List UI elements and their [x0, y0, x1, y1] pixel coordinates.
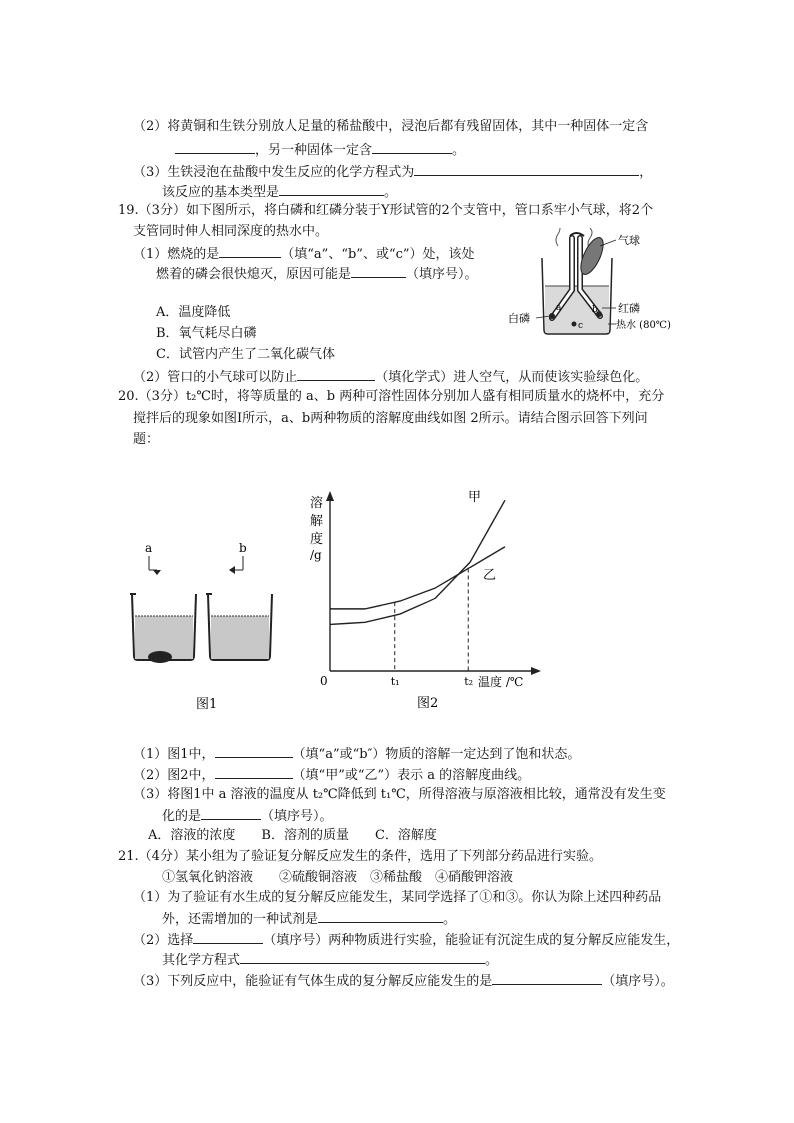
- answer-blank[interactable]: [240, 950, 485, 964]
- q18-part3-text-b: 该反应的基本类型是: [162, 185, 280, 200]
- punct: 。: [384, 185, 398, 200]
- answer-blank[interactable]: [219, 244, 281, 258]
- hot-water-label: 热水 (80℃): [616, 320, 671, 331]
- steam-icon: [556, 228, 560, 246]
- q21-part2-text-c: 其化学方程式: [162, 953, 241, 968]
- y-tube-apparatus-figure: [508, 228, 688, 340]
- curve-jia-label: 甲: [468, 490, 482, 505]
- q20-part2-text-b: （填“甲”或“乙”）表示 a 的溶解度曲线。: [292, 768, 531, 783]
- undissolved-solid: [148, 651, 172, 663]
- figure-2-solubility-chart: [300, 485, 570, 720]
- y-label-2: 解: [310, 514, 324, 529]
- q20-part3-line1: （3）将图1中 a 溶液的温度从 t₂℃降低到 t₁℃，所得溶液与原溶液相比较，通常没有发生变: [133, 787, 666, 802]
- t1-tick-label: t₁: [390, 675, 400, 688]
- q19-part1-text-b: （填“a”、“b”、或“c”）处，该处: [281, 247, 475, 262]
- t2-tick-label: t₂: [464, 675, 474, 688]
- balloon-label: 气球: [618, 234, 640, 247]
- q21-part3: [133, 971, 674, 991]
- curve-yi: [330, 547, 505, 609]
- label-b: b: [592, 305, 598, 315]
- q21-part2-line2: [162, 950, 498, 970]
- figure-1-caption: 图1: [196, 697, 218, 712]
- q19-part1-text: （1）燃烧的是: [133, 247, 220, 262]
- answer-blank[interactable]: [215, 744, 293, 758]
- answer-blank[interactable]: [215, 765, 293, 779]
- answer-blank[interactable]: [175, 140, 255, 154]
- beaker-a-label: a: [145, 541, 153, 555]
- label-c: c: [578, 321, 584, 331]
- q20-stem-2: 搅拌后的现象如图Ⅰ所示，a、b两种物质的溶解度曲线如图 2所示。请结合图示回答下列问: [133, 411, 648, 426]
- q18-part3-line1: [133, 162, 652, 182]
- q21-reagents: ①氢氧化钠溶液 ②硫酸铜溶液 ③稀盐酸 ④硝酸钾溶液: [162, 870, 514, 885]
- q19-stem-2: 支管同时伸人相同深度的热水中。: [133, 224, 329, 239]
- punct: 。: [452, 143, 466, 158]
- label-a: a: [556, 303, 562, 313]
- figure-1-beakers: [118, 540, 293, 720]
- white-phosphorus-label: 白磷: [508, 312, 530, 325]
- q21-part2-text-b: （填序号）两种物质进行实验，能验证有沉淀生成的复分解反应能发生，: [263, 933, 680, 948]
- beaker-b-label: b: [239, 541, 247, 555]
- q19-part2-text: （2）管口的小气球可以防止: [133, 370, 298, 385]
- figure-2-caption: 图2: [417, 696, 439, 711]
- answer-blank[interactable]: [318, 909, 443, 923]
- punct: 。: [485, 953, 499, 968]
- y-label-4: /g: [310, 548, 322, 562]
- q20-stem-1: 20.（3分）t₂℃时，将等质量的 a、b 两种可溶性固体分别加人盛有相同质量水的烧杯中，充分: [118, 389, 665, 404]
- red-phosphorus-label: 红磷: [618, 302, 640, 315]
- q21-part1-line1: （1）为了验证有水生成的复分解反应能发生，某同学选择了①和③。你认为除上述四种药品: [133, 890, 662, 905]
- q18-part2-line2: [175, 140, 465, 160]
- q20-part1-text-b: （填“a”或“b″）物质的溶解一定达到了饱和状态。: [292, 747, 581, 762]
- underwater-phosphorus-icon: [572, 322, 577, 327]
- q18-part3-text: （3）生铁浸泡在盐酸中发生反应的化学方程式为: [133, 165, 415, 180]
- q18-part2-line1: [133, 118, 648, 136]
- punct: 。: [443, 912, 457, 927]
- arrow-icon: [153, 570, 161, 575]
- beaker-b-solution: [211, 616, 269, 659]
- answer-blank[interactable]: [193, 930, 263, 944]
- q21-part1-text-b: 外，还需增加的一种试剂是: [162, 912, 319, 927]
- answer-blank[interactable]: [279, 182, 384, 196]
- answer-blank[interactable]: [201, 806, 261, 820]
- q21-part1-line2: [162, 909, 456, 929]
- x-axis-arrow-icon: [531, 667, 541, 675]
- arrow-icon: [229, 566, 235, 574]
- q20-stem-3: 题：: [133, 432, 160, 447]
- q20-part3-options: A．溶液的浓度 B．溶剂的质量 C．溶解度: [148, 828, 437, 843]
- q19-part1-text-c: 燃着的磷会很快熄灭，原因可能是: [156, 267, 352, 282]
- answer-blank[interactable]: [351, 264, 406, 278]
- y-label-1: 溶: [310, 496, 324, 511]
- q18-part3-line2: [162, 182, 397, 202]
- q19-option-c: C．试管内产生了二氧化碳气体: [156, 347, 335, 362]
- q21-stem: 21.（4分）某小组为了验证复分解反应发生的条件，选用了下列部分药品进行实验。: [118, 849, 602, 864]
- q19-part1-line2: [156, 264, 478, 284]
- q20-part2-text: （2）图2中，: [133, 768, 215, 783]
- q18-part2-text: （2）将黄铜和生铁分别放人足量的稀盐酸中，浸泡后都有残留固体，其中一种固体一定含: [133, 119, 649, 134]
- q20-part3-text-b: 化的是: [162, 809, 202, 824]
- answer-blank[interactable]: [297, 367, 375, 381]
- q19-part2: [133, 367, 648, 387]
- answer-blank[interactable]: [492, 971, 602, 985]
- q20-part1-text: （1）图1中，: [133, 747, 215, 762]
- q21-part3-text: （3）下列反应中，能验证有气体生成的复分解反应能发生的是: [133, 974, 493, 989]
- q20-part3-line2: [162, 806, 333, 826]
- q20-part3-text-c: （填序号）。: [261, 809, 333, 824]
- origin-label: 0: [320, 674, 328, 688]
- q19-part2-text-b: （填化学式）进人空气，从而使该实验绿色化。: [375, 370, 649, 385]
- q20-part1: [133, 744, 580, 764]
- q19-stem-1: 19.（3分）如下图所示，将白磷和红磷分装于Y形试管的2个支管中，管口系牢小气球，将2个: [118, 203, 654, 218]
- q21-part2-text: （2）选择: [133, 933, 194, 948]
- q21-part3-text-b: （填序号）。: [602, 974, 674, 989]
- q19-part1-line1: [133, 244, 475, 264]
- answer-blank[interactable]: [414, 162, 639, 176]
- q20-part2: [133, 765, 530, 785]
- q19-option-a: A．温度降低: [156, 305, 231, 320]
- q19-option-b: B．氧气耗尽白磷: [156, 326, 257, 341]
- q19-part1-text-d: （填序号）。: [406, 267, 478, 282]
- answer-blank[interactable]: [372, 140, 452, 154]
- curve-yi-label: 乙: [483, 568, 497, 583]
- x-axis-label: 温度 /℃: [478, 675, 524, 689]
- y-label-3: 度: [310, 532, 324, 547]
- y-axis-arrow-icon: [326, 491, 334, 501]
- q21-part2-line1: [133, 930, 679, 950]
- punct: ，: [639, 165, 653, 180]
- q18-part2-text-b: ，另一种固体一定含: [255, 143, 373, 158]
